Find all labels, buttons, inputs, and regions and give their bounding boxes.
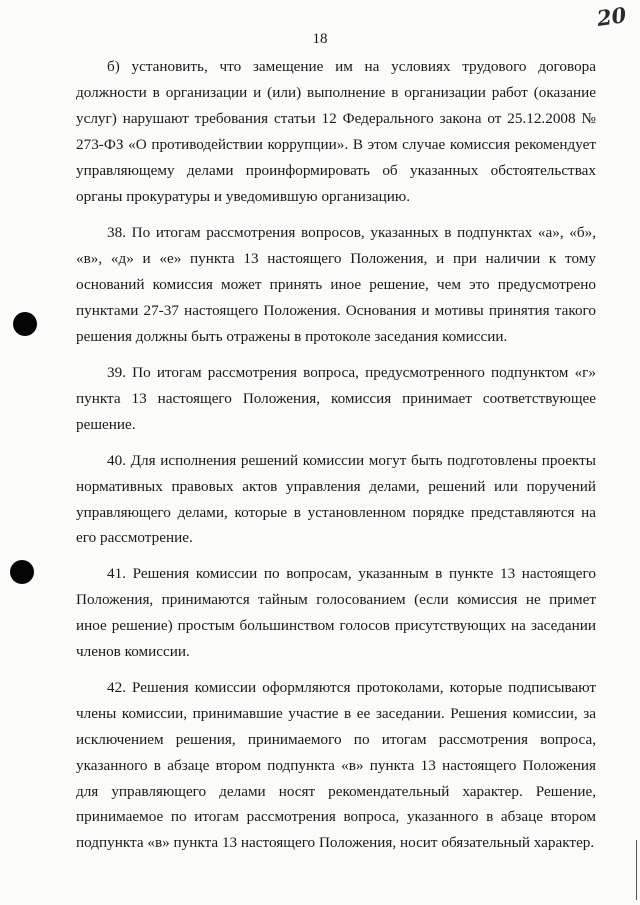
punch-hole — [13, 312, 37, 336]
scan-edge-line — [636, 840, 637, 900]
paragraph-38: 38. По итогам рассмотрения вопросов, указанных в подпунктах «а», «б», «в», «д» и «е» пункта 13 настоящего Положения, и при наличии к тому оснований комиссия может принять иное решение, чем это предусмотрено пунктами 27-37 настоящего Положения. Основания и мотивы принятия такого решения должны быть отражены в протоколе заседания комиссии. — [76, 224, 596, 346]
paragraph-40: 40. Для исполнения решений комиссии могут быть подготовлены проекты нормативных правовых актов управления делами, решений или поручений управляющего делами, которые в установленном порядке представляются на его рассмотрение. — [76, 451, 596, 547]
paragraph-41: 41. Решения комиссии по вопросам, указанным в пункте 13 настоящего Положения, принимаются тайным голосованием (если комиссия не примет иное решение) простым большинством голосов присутствующих на заседании членов комиссии. — [76, 565, 596, 661]
punch-hole — [10, 560, 34, 584]
paragraph-39: 39. По итогам рассмотрения вопроса, предусмотренного подпунктом «г» пункта 13 настоящего Положения, комиссия принимает соответствующее решение. — [76, 363, 596, 433]
paragraph-subpoint-b: б) установить, что замещение им на условиях трудового договора должности в организации и (или) выполнение в организации работ (оказание услуг) нарушают требования статьи 12 Федерального закона от 25.12.2008 № 273-ФЗ «О противодействии коррупции». В этом случае комиссия рекомендует управляющему делами проинформировать об указанных обстоятельствах органы прокуратуры и уведомившую организацию. — [76, 58, 596, 205]
page-number: 18 — [312, 31, 328, 47]
paragraph-42: 42. Решения комиссии оформляются протоколами, которые подписывают члены комиссии, принимавшие участие в ее заседании. Решения комиссии, за исключением решения, принимаемого по итогам рассмотрения вопроса, указанного в абзаце втором подпункта «в» пункта 13 настоящего Положения для управляющего делами носят рекомендательный характер. Решение, принимаемое по итогам рассмотрения вопроса, указанного в абзаце втором подпункта «в» пункта 13 настоящего Положения, носит обязательный характер. — [76, 678, 596, 852]
handwritten-page-number: 20 — [595, 2, 628, 31]
document-body — [76, 54, 596, 866]
